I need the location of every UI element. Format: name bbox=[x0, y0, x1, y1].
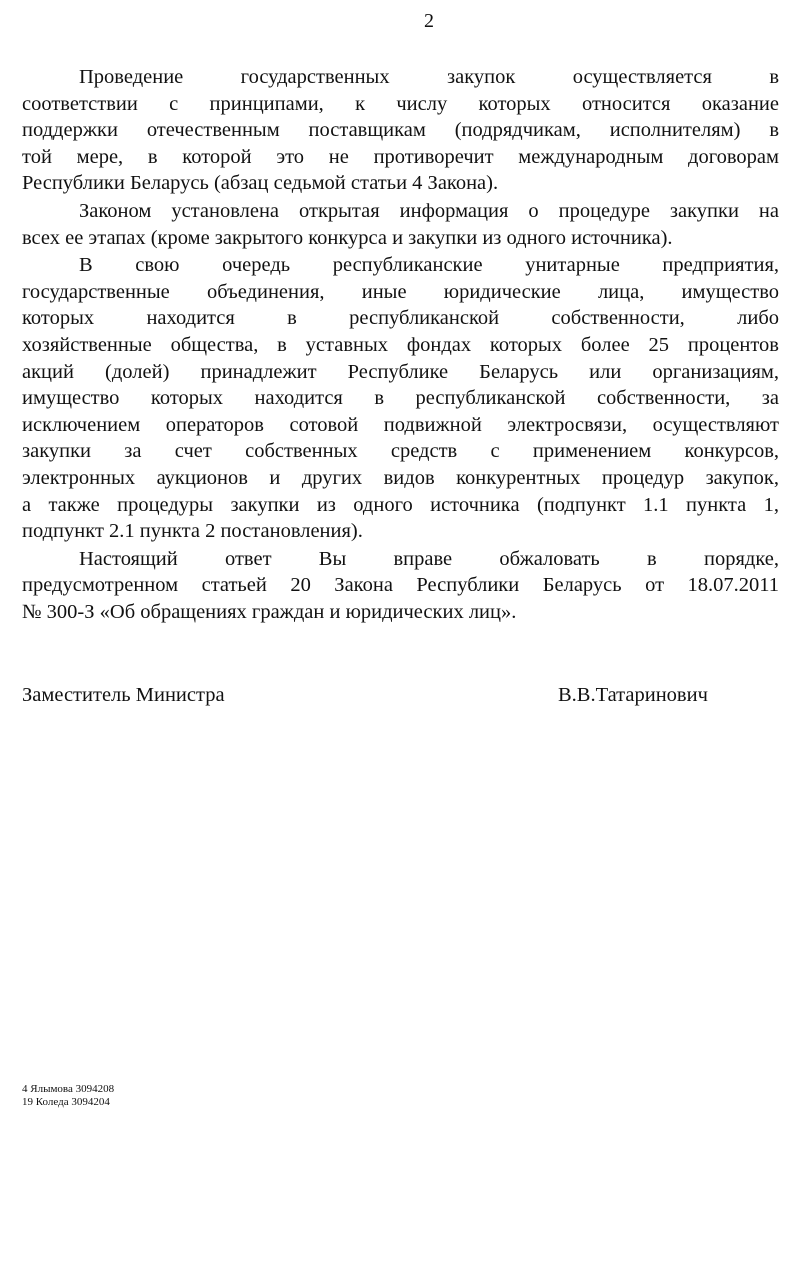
paragraph-line: Законом установлена открытая информация о процедуре закупки на bbox=[79, 199, 779, 222]
paragraph-line: соответствии с принципами, к числу которых относится оказание bbox=[22, 92, 779, 115]
paragraph-line: а также процедуры закупки из одного источника (подпункт 1.1 пункта 1, bbox=[22, 493, 779, 516]
paragraph-line: Республики Беларусь (абзац седьмой статьи 4 Закона). bbox=[22, 172, 499, 195]
paragraph-line: № 300-З «Об обращениях граждан и юридических лиц». bbox=[22, 600, 517, 623]
signatory-position: Заместитель Министра bbox=[22, 684, 225, 706]
paragraph-line: всех ее этапах (кроме закрытого конкурса и закупки из одного источника). bbox=[22, 226, 673, 249]
paragraph bbox=[22, 198, 779, 251]
paragraph-line: Проведение государственных закупок осуществляется в bbox=[79, 66, 779, 88]
paragraph-line: закупки за счет собственных средств с применением конкурсов, bbox=[22, 440, 779, 463]
paragraph-line: В свою очередь республиканские унитарные предприятия, bbox=[79, 254, 779, 277]
paragraph-line: электронных аукционов и других видов конкурентных процедур закупок, bbox=[22, 466, 779, 489]
letter-body bbox=[22, 64, 779, 626]
executor-notes bbox=[22, 1083, 114, 1109]
paragraph-line: Настоящий ответ Вы вправе обжаловать в порядке, bbox=[79, 547, 779, 570]
paragraph bbox=[22, 252, 779, 545]
paragraph-line: подпункт 2.1 пункта 2 постановления). bbox=[22, 520, 363, 543]
paragraph bbox=[22, 64, 779, 197]
paragraph-line: акций (долей) принадлежит Республике Беларусь или организациям, bbox=[22, 360, 779, 383]
executor-note: 4 Ялымова 3094208 bbox=[22, 1083, 115, 1095]
paragraph-line: хозяйственные общества, в уставных фондах которых более 25 процентов bbox=[22, 333, 779, 356]
paragraph-line: которых находится в республиканской собственности, либо bbox=[22, 307, 779, 330]
paragraph bbox=[22, 546, 779, 626]
paragraph-line: предусмотренном статьей 20 Закона Республики Беларусь от 18.07.2011 bbox=[22, 574, 779, 597]
paragraph-line: государственные объединения, иные юридические лица, имущество bbox=[22, 280, 779, 303]
paragraph-line: той мере, в которой это не противоречит международным договорам bbox=[22, 145, 779, 168]
executor-note: 19 Коледа 3094204 bbox=[22, 1096, 110, 1108]
paragraph-line: поддержки отечественным поставщикам (подрядчикам, исполнителям) в bbox=[22, 119, 779, 142]
signatory-name: В.В.Татаринович bbox=[558, 684, 708, 706]
page-number: 2 bbox=[424, 10, 434, 32]
paragraph-line: исключением операторов сотовой подвижной электросвязи, осуществляют bbox=[22, 413, 779, 436]
paragraph-line: имущество которых находится в республиканской собственности, за bbox=[22, 387, 779, 410]
